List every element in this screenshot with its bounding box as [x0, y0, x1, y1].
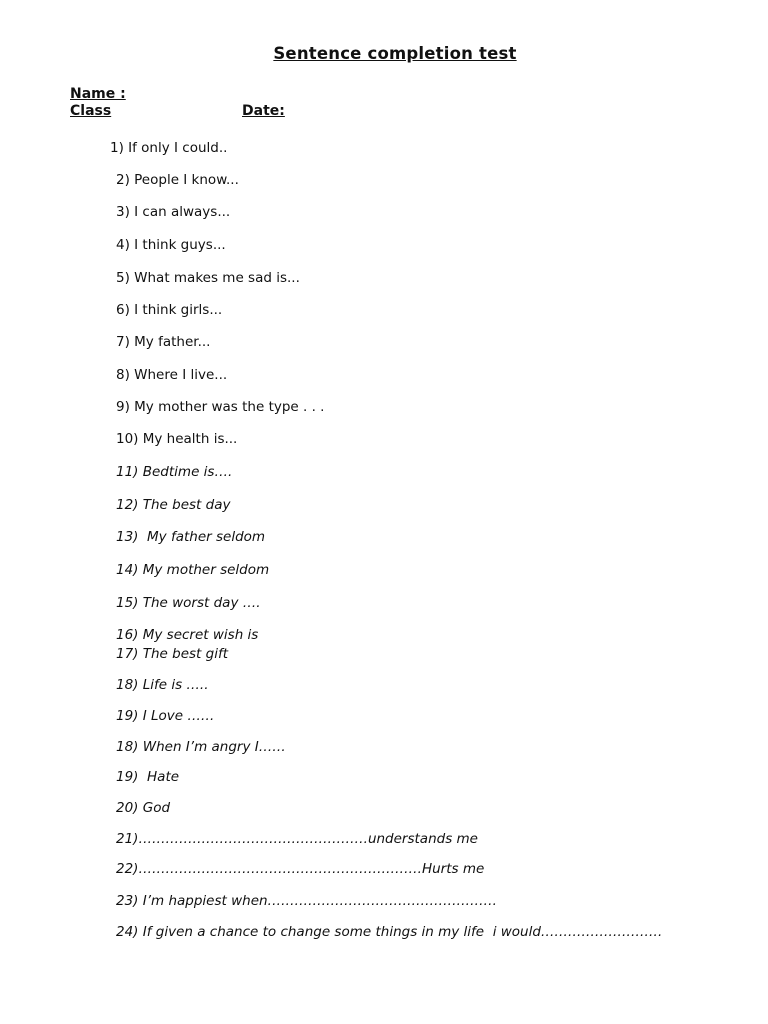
document-title: Sentence completion test	[273, 44, 517, 63]
sentence-item: 22)………………………………………………………Hurts me	[116, 861, 485, 877]
sentence-item: 17) The best gift	[116, 646, 228, 662]
sentence-item: 2) People I know...	[116, 172, 239, 188]
sentence-item: 19) I Love ……	[116, 708, 215, 724]
class-label: Class	[70, 103, 112, 119]
sentence-item: 23) I’m happiest when……………………………………………	[116, 893, 498, 909]
name-label: Name :	[70, 86, 126, 102]
sentence-item: 5) What makes me sad is...	[116, 270, 300, 286]
sentence-item: 3) I can always...	[116, 204, 231, 220]
sentence-item: 18) When I’m angry I……	[116, 739, 286, 755]
sentence-item: 10) My health is...	[116, 431, 238, 447]
sentence-item: 21)……………………………………………understands me	[116, 831, 478, 847]
sentence-item: 19) Hate	[116, 769, 180, 785]
sentence-item: 15) The worst day ….	[116, 595, 261, 611]
sentence-item: 20) God	[116, 800, 171, 816]
sentence-item: 16) My secret wish is	[116, 627, 259, 643]
sentence-item: 6) I think girls...	[116, 302, 223, 318]
sentence-item: 7) My father...	[116, 334, 211, 350]
sentence-item: 1) If only I could..	[110, 140, 228, 156]
sentence-item: 13) My father seldom	[116, 529, 266, 545]
sentence-item: 14) My mother seldom	[116, 562, 270, 578]
sentence-item: 4) I think guys...	[116, 237, 226, 253]
date-label: Date:	[242, 103, 285, 119]
sentence-item: 24) If given a chance to change some things in my life i would………………………	[116, 924, 663, 940]
sentence-item: 12) The best day	[116, 497, 231, 513]
sentence-item: 11) Bedtime is….	[116, 464, 233, 480]
sentence-item: 9) My mother was the type . . .	[116, 399, 325, 415]
sentence-item: 8) Where I live...	[116, 367, 228, 383]
sentence-item: 18) Life is …..	[116, 677, 209, 693]
